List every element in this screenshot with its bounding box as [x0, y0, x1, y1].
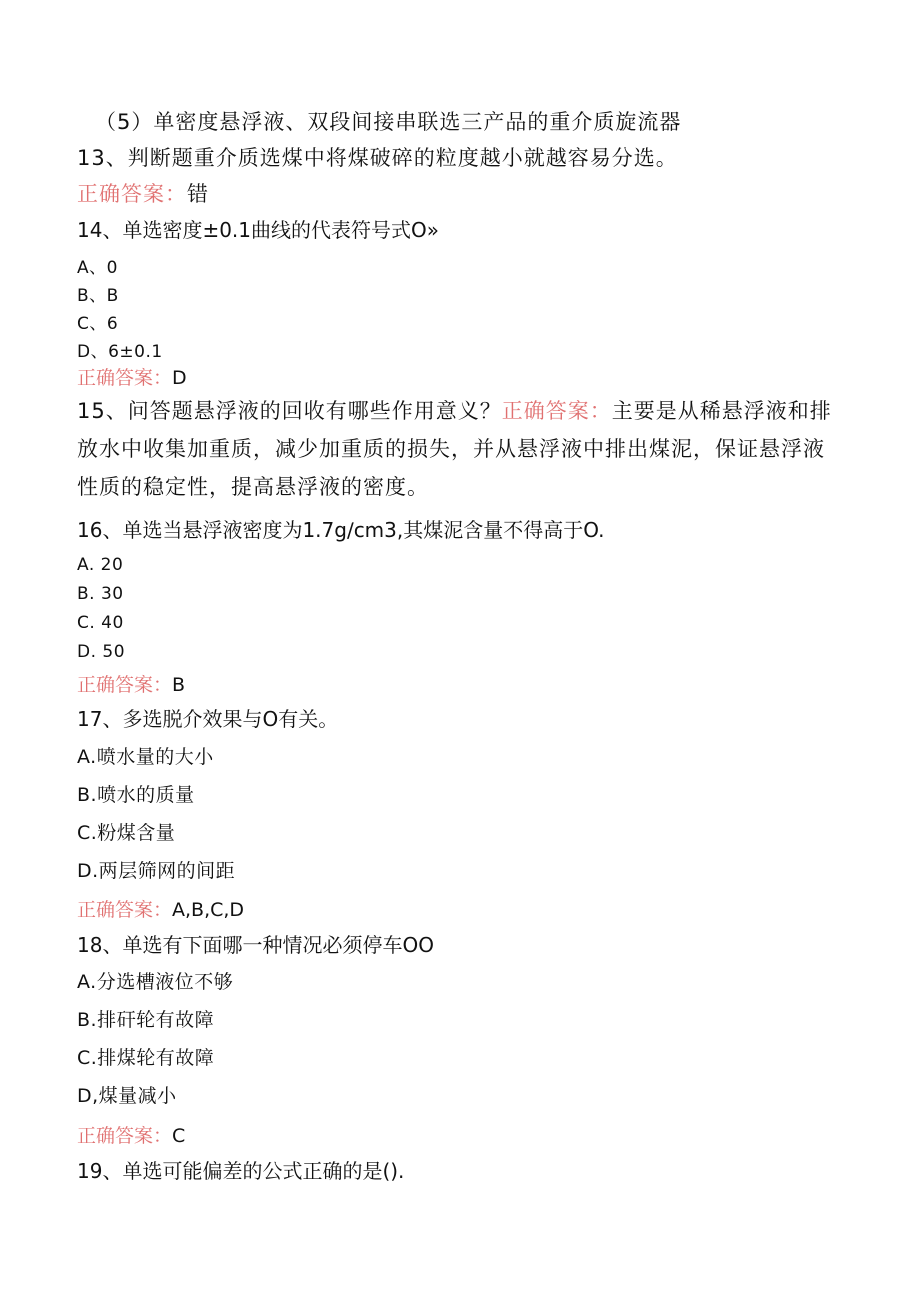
option-14-d: D、6±0.1	[77, 342, 163, 362]
question-16: 16、单选当悬浮液密度为1.7g∕cm3,其煤泥含量不得高于O.	[77, 518, 605, 542]
option-17-b: B.喷水的质量	[77, 784, 195, 806]
answer-label: 正确答案：	[77, 674, 173, 696]
option-16-b: B. 30	[77, 584, 124, 604]
option-18-b: B.排矸轮有故障	[77, 1009, 215, 1031]
item-5-text: （5）单密度悬浮液、双段间接串联选三产品的重介质旋流器	[95, 110, 682, 134]
answer-13	[77, 182, 209, 206]
option-18-a: A.分选槽液位不够	[77, 971, 234, 993]
answer-value: C	[172, 1125, 186, 1147]
answer-16	[77, 673, 185, 697]
question-18: 18、单选有下面哪一种情况必须停车OO	[77, 933, 434, 957]
option-16-a: A. 20	[77, 555, 124, 575]
answer-value: D	[172, 367, 187, 389]
answer-value: B	[172, 674, 186, 696]
answer-label: 正确答案：	[77, 899, 173, 921]
answer-label: 正确答案：	[77, 367, 173, 389]
option-16-d: D. 50	[77, 642, 126, 662]
answer-value: 错	[187, 182, 209, 206]
option-17-d: D.两层筛网的间距	[77, 860, 236, 882]
answer-14	[77, 366, 187, 390]
option-14-b: B、B	[77, 286, 119, 306]
option-14-a: A、0	[77, 258, 118, 278]
question-19: 19、单选可能偏差的公式正确的是().	[77, 1159, 405, 1183]
answer-15-line-3: 性质的稳定性，提高悬浮液的密度。	[77, 475, 429, 499]
question-14: 14、单选密度±0.1曲线的代表符号式O»	[77, 218, 439, 242]
option-14-c: C、6	[77, 314, 119, 334]
option-18-c: C.排煤轮有故障	[77, 1047, 215, 1069]
option-17-a: A.喷水量的大小	[77, 746, 214, 768]
answer-label: 正确答案：	[77, 1125, 173, 1147]
option-18-d: D,煤量减小	[77, 1085, 177, 1107]
question-15-text: 15、问答题悬浮液的回收有哪些作用意义？	[77, 399, 502, 423]
question-13: 13、判断题重介质选煤中将煤破碎的粒度越小就越容易分选。	[77, 146, 678, 170]
answer-15-text: 主要是从稀悬浮液和排	[611, 399, 832, 423]
question-17: 17、多选脱介效果与O有关。	[77, 707, 339, 731]
question-15-line-1	[77, 399, 832, 423]
answer-value: A,B,C,D	[172, 899, 245, 921]
option-16-c: C. 40	[77, 613, 124, 633]
answer-label: 正确答案：	[501, 399, 612, 423]
answer-label: 正确答案：	[77, 182, 187, 206]
option-17-c: C.粉煤含量	[77, 822, 176, 844]
answer-15-line-2: 放水中收集加重质，减少加重质的损失，并从悬浮液中排出煤泥，保证悬浮液	[77, 437, 825, 461]
answer-17	[77, 898, 244, 922]
answer-18	[77, 1124, 185, 1148]
